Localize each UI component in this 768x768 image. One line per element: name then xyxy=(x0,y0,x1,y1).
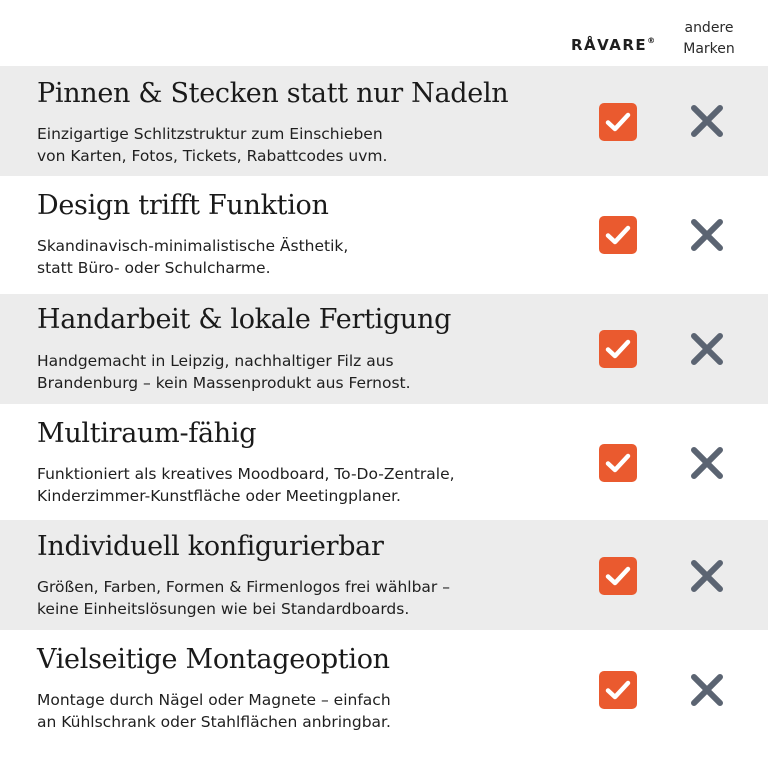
feature-title: Vielseitige Montageoption xyxy=(37,644,390,675)
feature-row xyxy=(0,404,768,520)
brand-name: RÅVARE xyxy=(571,36,648,54)
feature-description xyxy=(37,576,577,620)
other-brands-label xyxy=(672,18,746,60)
feature-row xyxy=(0,176,768,294)
feature-description-line: an Kühlschrank oder Stahlflächen anbringbar. xyxy=(37,713,391,731)
checkmark-icon xyxy=(599,671,637,709)
cross-icon xyxy=(687,101,727,141)
feature-title: Pinnen & Stecken statt nur Nadeln xyxy=(37,78,509,109)
cross-icon xyxy=(687,329,727,369)
feature-description xyxy=(37,689,577,733)
feature-description xyxy=(37,463,577,507)
feature-description-line: statt Büro- oder Schulcharme. xyxy=(37,259,271,277)
other-brands-line1: andere xyxy=(684,20,734,36)
feature-description-line: Handgemacht in Leipzig, nachhaltiger Filz aus xyxy=(37,352,394,370)
feature-description xyxy=(37,235,577,279)
cross-icon xyxy=(687,670,727,710)
checkmark-icon xyxy=(599,557,637,595)
cross-icon xyxy=(687,556,727,596)
cross-icon xyxy=(687,443,727,483)
feature-description-line: Skandinavisch-minimalistische Ästhetik, xyxy=(37,237,349,255)
feature-description-line: von Karten, Fotos, Tickets, Rabattcodes uvm. xyxy=(37,147,388,165)
feature-description-line: Montage durch Nägel oder Magnete – einfach xyxy=(37,691,391,709)
feature-row xyxy=(0,520,768,630)
brand-registered-mark: ® xyxy=(647,36,656,45)
feature-description-line: Kinderzimmer-Kunstfläche oder Meetingplaner. xyxy=(37,487,401,505)
feature-description-line: Größen, Farben, Formen & Firmenlogos frei wählbar – xyxy=(37,578,450,596)
feature-row xyxy=(0,66,768,176)
checkmark-icon xyxy=(599,216,637,254)
checkmark-icon xyxy=(599,330,637,368)
feature-description-line: Einzigartige Schlitzstruktur zum Einschieben xyxy=(37,125,383,143)
other-brands-line2: Marken xyxy=(683,41,735,57)
feature-title: Multiraum-fähig xyxy=(37,418,257,449)
feature-description-line: keine Einheitslösungen wie bei Standardboards. xyxy=(37,600,410,618)
comparison-header xyxy=(0,0,768,66)
checkmark-icon xyxy=(599,103,637,141)
cross-icon xyxy=(687,215,727,255)
feature-title: Design trifft Funktion xyxy=(37,190,329,221)
feature-description xyxy=(37,350,577,394)
feature-row xyxy=(0,294,768,404)
feature-title: Individuell konfigurierbar xyxy=(37,531,384,562)
feature-row xyxy=(0,630,768,768)
feature-title: Handarbeit & lokale Fertigung xyxy=(37,304,452,335)
feature-description-line: Brandenburg – kein Massenprodukt aus Fernost. xyxy=(37,374,411,392)
feature-description xyxy=(37,123,577,167)
brand-logo xyxy=(571,36,655,54)
feature-description-line: Funktioniert als kreatives Moodboard, To-Do-Zentrale, xyxy=(37,465,455,483)
checkmark-icon xyxy=(599,444,637,482)
